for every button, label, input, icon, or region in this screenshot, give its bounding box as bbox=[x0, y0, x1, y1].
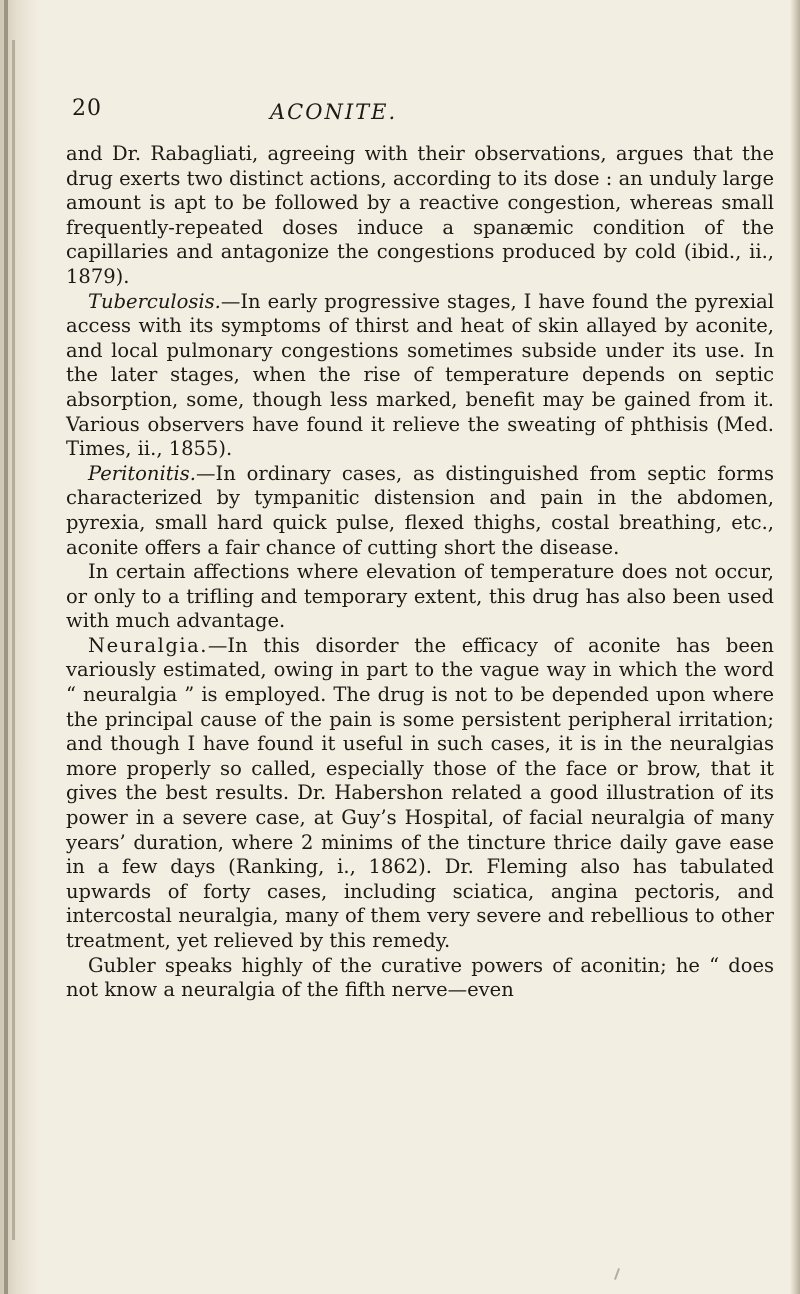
section-heading-tuberculosis: Tuberculosis. bbox=[88, 289, 221, 313]
scan-binding-shadow bbox=[4, 0, 8, 1294]
section-heading-neuralgia: Neuralgia. bbox=[88, 633, 208, 657]
page-number: 20 bbox=[72, 96, 102, 121]
paragraph-neuralgia bbox=[66, 634, 774, 954]
scan-margin-right bbox=[790, 0, 800, 1294]
paragraph-gubler bbox=[66, 954, 774, 1003]
paragraph-text: and Dr. Rabagliati, agreeing with their observations, argues that the drug exerts two distinct actions, according to its dose : an unduly large amount is apt to be followed by a reactive congestion, whereas small frequently-repeated doses induce a spanæmic condition of the capillaries and antagonize the congestions produced by cold (ibid., ii., 1879). bbox=[66, 142, 774, 288]
paragraph-tuberculosis bbox=[66, 290, 774, 462]
scan-binding-line bbox=[12, 40, 15, 1240]
running-head: ACONITE. bbox=[270, 100, 398, 124]
scan-speck bbox=[614, 1268, 620, 1280]
body-text bbox=[66, 142, 774, 1003]
paragraph-continuation bbox=[66, 142, 774, 290]
paragraph-text: —In early progressive stages, I have found the pyrexial access with its symptoms of thirst and heat of skin allayed by aconite, and local pulmonary congestions sometimes subside under its use. In the later stages, when the rise of temperature depends on septic absorption, some, though less marked, benefit may be gained from it. Various observers have found it relieve the sweating of phthisis (Med. Times, ii., 1855). bbox=[66, 289, 774, 461]
section-heading-peritonitis: Peritonitis. bbox=[88, 461, 196, 485]
paragraph-text: Gubler speaks highly of the curative powers of aconitin; he “ does not know a neuralgia of the fifth nerve—even bbox=[66, 953, 774, 1002]
scan-margin-left bbox=[0, 0, 40, 1294]
paragraph-text: In certain affections where elevation of temperature does not occur, or only to a trifling and temporary extent, this drug has also been used with much advantage. bbox=[66, 560, 774, 633]
paragraph-text: —In this disorder the efficacy of aconite has been variously estimated, owing in part to the vague way in which the word “ neuralgia ” is employed. The drug is not to be depended upon where the principal cause of the pain is some persistent peripheral irritation; and though I have found it useful in such cases, it is in the neuralgias more properly so called, especially those of the face or brow, that it gives the best results. Dr. Habershon related a good illustration of its power in a severe case, at Guy’s Hospital, of facial neuralgia of many years’ duration, where 2 minims of the tincture thrice daily gave ease in a few days (Ranking, i., 1862). Dr. Fleming also has tabulated upwards of forty cases, including sciatica, angina pectoris, and intercostal neuralgia, many of them very severe and rebellious to other treatment, yet relieved by this remedy. bbox=[66, 633, 774, 952]
paragraph-peritonitis bbox=[66, 462, 774, 560]
paragraph-affections bbox=[66, 560, 774, 634]
paragraph-text: —In ordinary cases, as distinguished from septic forms characterized by tympanitic distension and pain in the abdomen, pyrexia, small hard quick pulse, flexed thighs, costal breathing, etc., aconite offers a fair chance of cutting short the disease. bbox=[66, 461, 774, 559]
